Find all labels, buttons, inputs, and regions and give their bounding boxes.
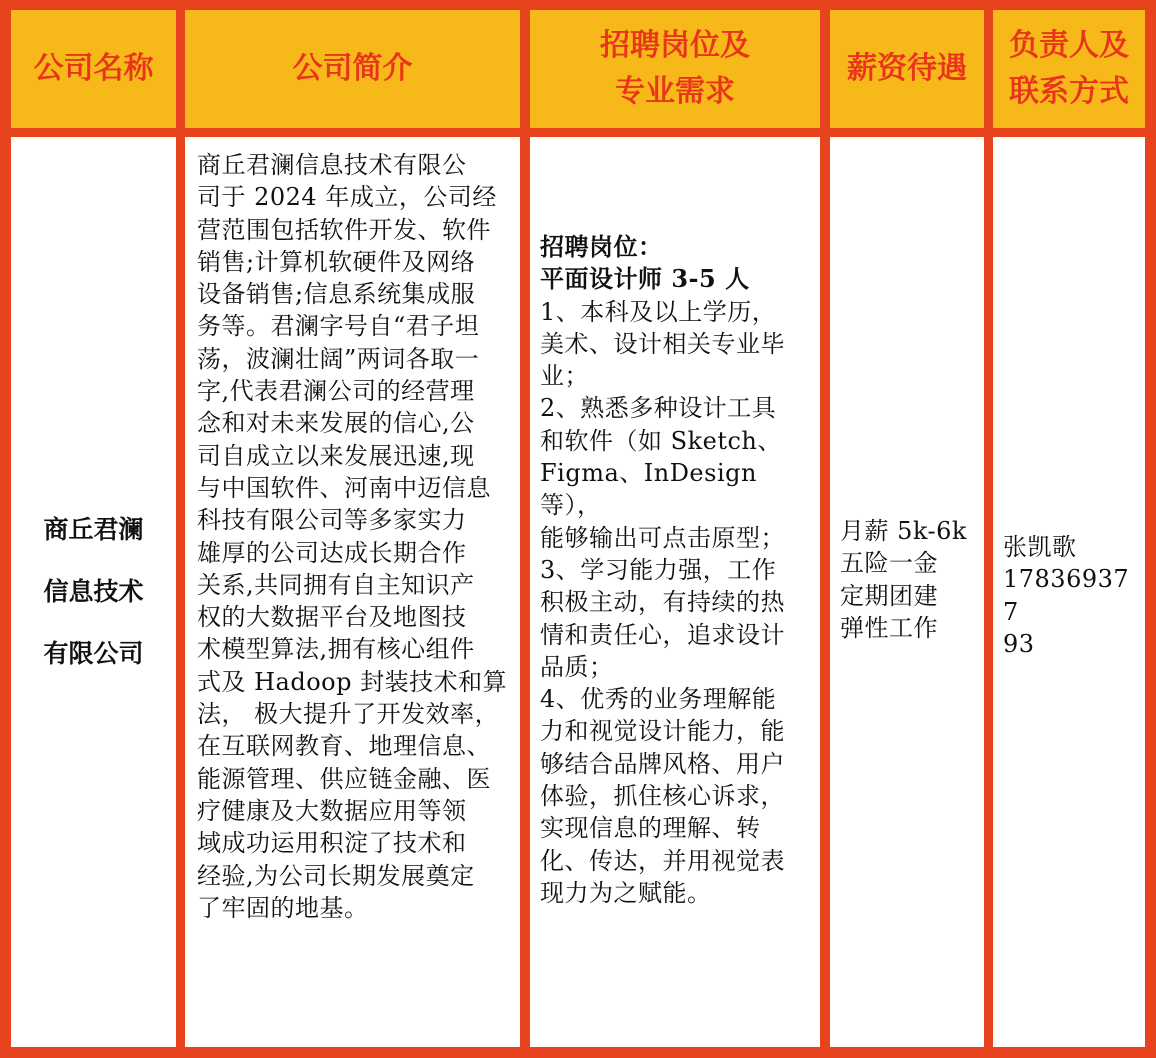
text-line: 荡，波澜壮阔”两词各取一	[197, 344, 480, 373]
text-line: 销售;计算机软硬件及网络	[197, 247, 476, 276]
text-line: 专业需求	[615, 74, 735, 109]
text-line: 1、本科及以上学历，	[540, 297, 777, 326]
text-line: 月薪 5k-6k	[840, 517, 967, 545]
cell-positions	[530, 137, 820, 1047]
text-line: 够结合品牌风格、用户	[540, 749, 785, 778]
text-line: 式及 Hadoop 封装技术和算	[197, 667, 508, 696]
text-line: 与中国软件、河南中迈信息	[197, 473, 491, 502]
text-line: 薪资待遇	[847, 51, 967, 86]
text-line: 务等。君澜字号自“君子坦	[197, 312, 480, 341]
text-line: 招聘岗位：	[540, 232, 663, 261]
header-company-name-text	[34, 46, 154, 92]
salary-lines	[840, 515, 980, 644]
text-line: 实现信息的理解、转	[540, 814, 761, 843]
text-line: 定期团建	[840, 581, 938, 610]
text-line: 司自成立以来发展迅速,现	[197, 441, 475, 470]
text-line: Figma、InDesign 等），	[540, 459, 757, 520]
cell-company-name	[11, 137, 176, 1047]
header-contact-text	[1009, 23, 1129, 115]
header-company-name	[11, 10, 176, 128]
header-company-intro-text	[293, 46, 413, 92]
text-line: 司于 2024 年成立，公司经	[197, 183, 497, 212]
company-intro-lines	[197, 149, 512, 924]
text-line: 雄厚的公司达成长期合作	[197, 538, 467, 567]
header-contact	[993, 10, 1145, 128]
header-salary	[830, 10, 984, 128]
positions-requirements	[540, 296, 814, 910]
cell-contact	[993, 137, 1145, 1047]
text-line: 商丘君澜信息技术有限公	[197, 151, 467, 179]
text-line: 商丘君澜	[43, 515, 144, 544]
text-line: 能源管理、供应链金融、医	[197, 764, 491, 793]
text-line: 178369377	[1003, 565, 1130, 626]
text-line: 品质；	[540, 652, 614, 681]
text-line: 4、优秀的业务理解能	[540, 685, 777, 714]
text-line: 弹性工作	[840, 613, 938, 642]
text-line: 了牢固的地基。	[197, 893, 369, 922]
text-line: 能够输出可点击原型；	[540, 523, 785, 552]
text-line: 权的大数据平台及地图技	[197, 603, 467, 632]
text-line: 美术、设计相关专业毕	[540, 329, 785, 358]
text-line: 平面设计师 3-5 人	[540, 264, 750, 294]
contact-lines	[1003, 531, 1141, 660]
text-line: 公司名称	[33, 51, 154, 86]
header-company-intro	[185, 10, 520, 128]
text-line: 疗健康及大数据应用等领	[197, 796, 467, 825]
text-line: 负责人及	[1009, 28, 1129, 63]
text-line: 有限公司	[43, 639, 144, 668]
text-line: 念和对未来发展的信心,公	[197, 409, 475, 438]
text-line: 设备销售;信息系统集成服	[197, 280, 476, 309]
cell-company-intro	[185, 137, 520, 1047]
header-salary-text	[847, 46, 967, 92]
text-line: 术模型算法,拥有核心组件	[197, 635, 475, 664]
text-line: 业；	[540, 362, 589, 391]
text-line: 现力为之赋能。	[540, 878, 712, 907]
text-line: 经验,为公司长期发展奠定	[197, 861, 475, 890]
text-line: 在互联网教育、地理信息、	[197, 732, 491, 761]
text-line: 化、传达，并用视觉表	[540, 846, 785, 875]
cell-salary	[830, 137, 984, 1047]
text-line: 积极主动，有持续的热	[540, 588, 785, 617]
text-line: 招聘岗位及	[600, 28, 750, 63]
text-line: 信息技术	[43, 577, 144, 606]
text-line: 科技有限公司等多家实力	[197, 506, 467, 535]
positions-title	[540, 231, 814, 296]
text-line: 3、学习能力强，工作	[540, 555, 777, 584]
company-name-lines	[43, 499, 143, 685]
text-line: 关系,共同拥有自主知识产	[197, 570, 475, 599]
text-line: 2、熟悉多种设计工具	[540, 394, 777, 423]
text-line: 联系方式	[1009, 74, 1129, 109]
text-line: 和软件（如 Sketch、	[540, 426, 782, 455]
text-line: 情和责任心，追求设计	[540, 620, 785, 649]
header-positions-text	[600, 23, 750, 115]
header-positions	[530, 10, 820, 128]
text-line: 五险一金	[840, 549, 938, 578]
text-line: 域成功运用积淀了技术和	[197, 829, 467, 858]
text-line: 93	[1003, 629, 1035, 658]
text-line: 张凯歌	[1003, 533, 1077, 561]
text-line: 营范围包括软件开发、软件	[197, 215, 491, 244]
text-line: 公司简介	[292, 51, 413, 86]
text-line: 体验，抓住核心诉求，	[540, 782, 785, 811]
text-line: 力和视觉设计能力，能	[540, 717, 785, 746]
text-line: 法， 极大提升了开发效率，	[197, 700, 500, 729]
text-line: 字,代表君澜公司的经营理	[197, 377, 475, 406]
